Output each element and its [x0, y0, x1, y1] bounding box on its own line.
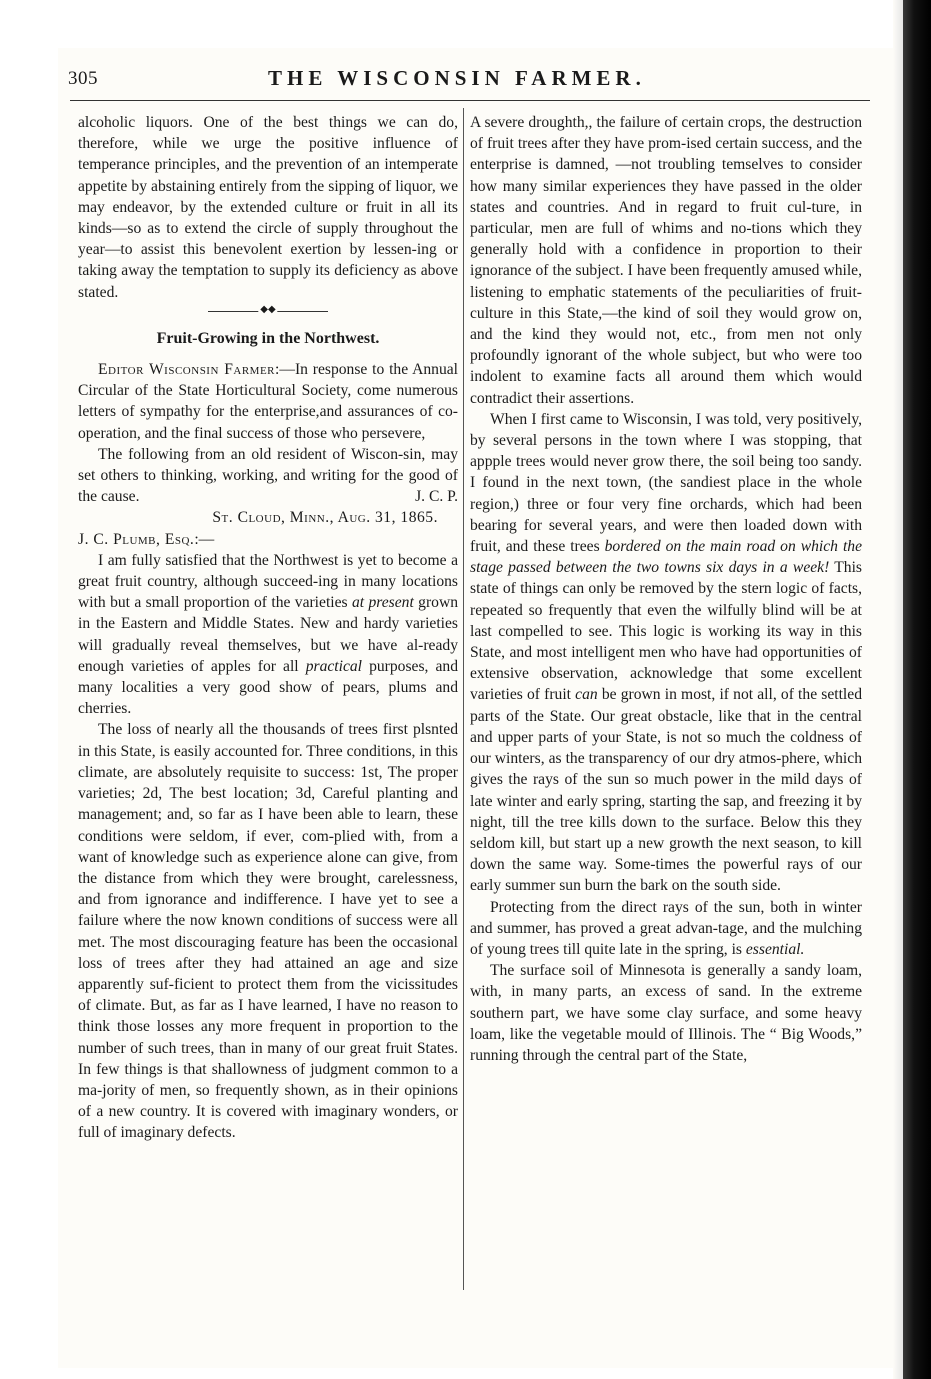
- letter-paragraph: A severe droughth,, the failure of certain crops, the destruction of fruit trees after they have prom-ised certain success, and the enterprise is damned, —not troubling temselves to consider how many similar experiences they have passed in the older states and countries. And in regard to fruit cul-ture, in particular, men are full of whims and no-tions which they generally hold with a confidence in proportion to their ignorance of the subject. I have been frequently amused while, listening to emphatic statements of the peculiarities of fruit-culture in this State,—the kind of soil they would grow on, and the kind they would not, etc., from men not only profoundly ignorant of the whole subject, but who were too indolent to examine facts all around them which would contradict their assertions.: [470, 114, 862, 407]
- initials-signature: J. C. P.: [415, 488, 458, 506]
- letter-paragraph: [78, 550, 458, 720]
- continued-paragraph: alcoholic liquors. One of the best things we can do, therefore, while we urge the positive influence of temperance principles, and the prevention of an intemperate appetite by abstaining entirely from the sipping of liquor, we may endeavor, by the extended culture or fruit in all its kinds—so as to extend the circle of supply throughout the year—to assist this benevolent exertion by lessen-ing or taking away the temptation to supply its deficiency as above stated.: [78, 114, 458, 301]
- emphasis-text: essential.: [745, 940, 805, 958]
- page-edge-shadow: [893, 0, 903, 1379]
- section-divider: [208, 303, 328, 318]
- text-run: grown in the Eastern and Middle States. New and hardy varieties will gradually reveal themselves, but we have al-ready enough varieties of apples for all: [78, 594, 459, 675]
- letter-paragraph: [470, 409, 862, 897]
- emphasis-text: at present: [351, 594, 414, 612]
- text-run: Protecting from the direct rays of the sun, both in winter and summer, has proved a great advan-tage, and the mulching of young trees till quite late in the spring, is: [470, 898, 862, 958]
- letter-paragraph: The surface soil of Minnesota is generally a sandy loam, with, in many parts, an excess of sand. In the extreme southern part, we have some clay surface, and some heavy loam, like the vegetable mould of Illinois. The “ Big Woods,” running through the central part of the State,: [470, 962, 862, 1064]
- introduction-text: The following from an old resident of Wiscon-sin, may set others to thinking, working, and writing for the good of the cause.: [78, 445, 458, 506]
- left-column: [78, 112, 458, 1144]
- divider-ornament: ◆◆: [260, 303, 276, 315]
- addressee-suffix: :—: [194, 530, 215, 548]
- letter-addressee: [78, 529, 458, 550]
- header-rule: [70, 100, 870, 101]
- article-title: Fruit-Growing in the Northwest.: [156, 329, 380, 347]
- text-run: I am fully satisfied that the Northwest is yet to become a great fruit country, although succeed-ing in many locations with but a small proportion of the varieties: [78, 551, 458, 612]
- addressee-name: J. C. Plumb, Esq.: [78, 530, 195, 548]
- emphasis-text: bordered on the main road on which the stage passed between the two towns six days in a week!: [470, 538, 862, 577]
- text-run: purposes, and many localities a very good show of pears, plums and cherries.: [78, 657, 458, 718]
- page-number: 305: [68, 68, 98, 89]
- text-run: When I first came to Wisconsin, I was told, very positively, by several persons in the town where I was stopping, that appple trees would never grow there, the soil being too sandy. I found in the next town, (the sandiest place in the whole region,) three or four very fine orchards, which had been bearing for several years, and were then loaded down with fruit, and these trees: [470, 410, 862, 556]
- page-header: [68, 68, 868, 98]
- right-column: [470, 112, 862, 1066]
- editor-salutation: Editor Wisconsin Farmer: [98, 361, 276, 379]
- editor-intro-paragraph: [78, 359, 458, 444]
- emphasis-text: practical: [305, 657, 363, 675]
- column-rule: [463, 108, 464, 1290]
- introduction-paragraph: [78, 444, 458, 508]
- editor-intro-text: :—In response to the Annual Circular of the State Horticultural Society, come numerous letters of sympathy for the enterprise,and assurances of co-operation, and the final success of those who persevere,: [78, 361, 458, 442]
- text-run: be grown in most, if not all, of the settled parts of the State. Our great obstacle, like that in the central and upper parts of your State, is not so much the coldness of our winters, as the transparency of our dry atmos-phere, which gives the rays of the sun so much power in the mild days of late winter and early spring, starting the sap, and freezing it by night, till the tree kills down to the surface. Below this they seldom kill, but start up a new growth the next season, to kill down the same way. Some-times the powerful rays of our early summer sun burn the bark on the south side.: [470, 686, 862, 895]
- letter-paragraph: [470, 897, 862, 961]
- scan-border: [903, 0, 931, 1379]
- letter-paragraph: The loss of nearly all the thousands of trees first plsnted in this State, is easily accounted for. Three conditions, in this climate, are absolutely requisite to success: 1st, The proper varieties; 2d, The best location; 3d, Careful planting and management; and, so far as I have been able to learn, these conditions were seldom, if ever, com-plied with, from a want of knowledge such as experience alone can give, from the distance from which they were brought, carelessness, and from ignorance and indifference. I have yet to see a failure where the now known conditions of success were all met. The most discouraging feature has been the occasional loss of trees after they had attained an age and size apparently suf-ficient to protect them from the vicissitudes of climate. But, as far as I have learned, I have no reason to think those losses any more frequent in proportion to the number of such trees, than in many of our great fruit States. In few things is that shallowness of judgment common to a ma-jority of men, so frequently shown, as in their opinions of a new country. It is covered with imaginary wonders, or full of imaginary defects.: [78, 721, 458, 1142]
- letter-dateline: St. Cloud, Minn., Aug. 31, 1865.: [212, 509, 438, 527]
- emphasis-text: can: [575, 686, 598, 704]
- running-title: THE WISCONSIN FARMER.: [268, 66, 646, 90]
- text-run: This state of things can only be removed by the stern logic of facts, repeated so frequently that even the wilfully blind will be at last compelled to see. This logic is working its way in this State, and most intelligent men who have had opportunities of extensive observation, acknowledge that some excellent varieties of fruit: [470, 559, 863, 704]
